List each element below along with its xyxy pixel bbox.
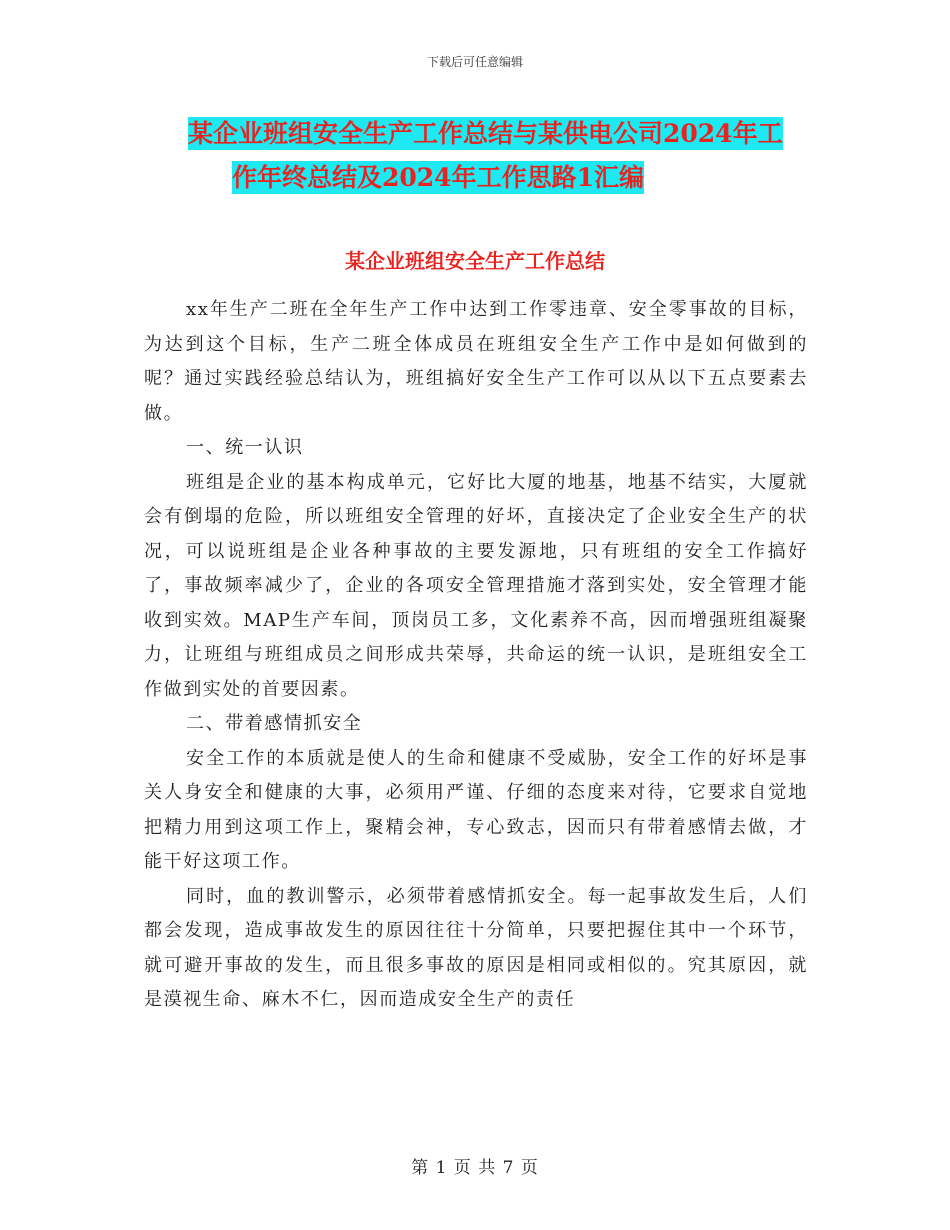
document-title	[150, 112, 830, 200]
paragraph-lessons-of-accidents: 同时，血的教训警示，必须带着感情抓安全。每一起事故发生后，人们都会发现，造成事故发生的原因往往十分简单，只要把握住其中一个环节，就可避开事故的发生，而且很多事故的原因是相同或相似的。究其原因，就是漠视生命、麻木不仁，因而造成安全生产的责任	[144, 885, 808, 1010]
paragraph-unified-understanding: 班组是企业的基本构成单元，它好比大厦的地基，地基不结实，大厦就会有倒塌的危险，所以班组安全管理的好坏，直接决定了企业安全生产的状况，可以说班组是企业各种事故的主要发源地，只有班组的安全工作搞好了，事故频率减少了，企业的各项安全管理措施才落到实处，安全管理才能收到实效。MAP生产车间，顶岗员工多，文化素养不高，因而增强班组凝聚力，让班组与班组成员之间形成共荣辱，共命运的统一认识，是班组安全工作做到实处的首要因素。	[144, 471, 808, 700]
document-body	[144, 293, 808, 1018]
page-number-footer: 第 1 页 共 7 页	[411, 1158, 539, 1178]
paragraph-intro: xx年生产二班在全年生产工作中达到工作零违章、安全零事故的目标，为达到这个目标，生产二班全体成员在班组安全生产工作中是如何做到的呢？通过实践经验总结认为，班组搞好安全生产工作可以从以下五点要素去做。	[144, 299, 808, 424]
page-header-note: 下载后可任意编辑	[426, 55, 523, 69]
heading-unified-understanding: 一、统一认识	[186, 437, 304, 458]
heading-safety-with-feeling: 二、带着感情抓安全	[186, 713, 363, 734]
document-title-line-2: 作年终总结及2024年工作思路1汇编	[232, 163, 644, 192]
document-title-line-1: 某企业班组安全生产工作总结与某供电公司2024年工	[188, 119, 783, 148]
paragraph-safety-essence: 安全工作的本质就是使人的生命和健康不受威胁，安全工作的好坏是事关人身安全和健康的大事，必须用严谨、仔细的态度来对待，它要求自觉地把精力用到这项工作上，聚精会神，专心致志，因而只有带着感情去做，才能干好这项工作。	[144, 747, 808, 872]
section-title: 某企业班组安全生产工作总结	[345, 249, 605, 273]
